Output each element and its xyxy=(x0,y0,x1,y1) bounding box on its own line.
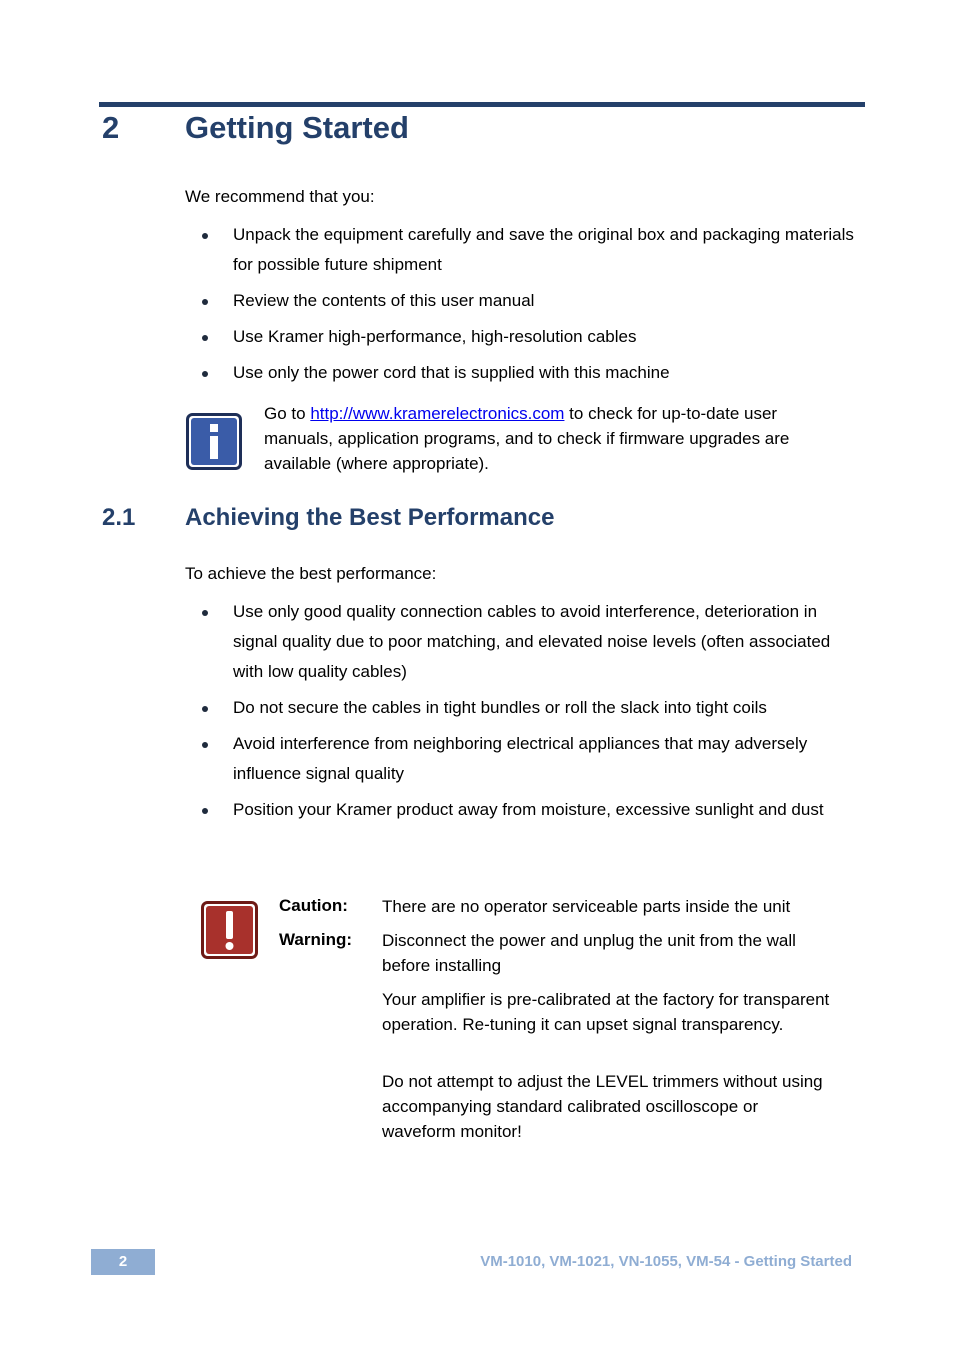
chapter-rule xyxy=(99,102,865,107)
intro-text: We recommend that you: xyxy=(185,187,375,206)
warning-text: Your amplifier is pre-calibrated at the factory for transparent operation. Re-tuning it can upset signal transparency. xyxy=(382,990,830,1034)
list-item: Unpack the equipment carefully and save the original box and packaging materials for possible future shipment xyxy=(185,220,865,280)
warning-label: Warning: xyxy=(279,930,353,949)
chapter-title: Getting Started xyxy=(185,110,409,145)
page-number: 2 xyxy=(91,1249,155,1275)
performance-list xyxy=(185,597,865,831)
list-item: Avoid interference from neighboring electrical appliances that may adversely influence signal quality xyxy=(185,729,865,789)
section-intro: To achieve the best performance: xyxy=(185,564,437,583)
bullet-icon xyxy=(202,299,208,305)
list-item: Use only the power cord that is supplied with this machine xyxy=(185,358,865,388)
bullet-icon xyxy=(202,742,208,748)
section-number: 2.1 xyxy=(102,504,136,531)
bullet-icon xyxy=(202,233,208,239)
bullet-icon xyxy=(202,808,208,814)
caution-text: There are no operator serviceable parts inside the unit xyxy=(382,897,791,916)
recommend-list xyxy=(185,220,865,394)
footer-title: VM-1010, VM-1021, VN-1055, VM-54 - Getting Started xyxy=(480,1253,852,1270)
warning-icon xyxy=(201,901,258,959)
warning-text: Do not attempt to adjust the LEVEL trimmers without using accompanying standard calibrated oscilloscope or waveform monitor! xyxy=(382,1072,823,1141)
bullet-icon xyxy=(202,610,208,616)
warning-text: Disconnect the power and unplug the unit from the wall before installing xyxy=(382,931,796,975)
list-item: Review the contents of this user manual xyxy=(185,286,865,316)
bullet-icon xyxy=(202,706,208,712)
info-icon xyxy=(186,413,242,470)
list-item: Do not secure the cables in tight bundles or roll the slack into tight coils xyxy=(185,693,865,723)
bullet-icon xyxy=(202,371,208,377)
bullet-icon xyxy=(202,335,208,341)
caution-label: Caution: xyxy=(279,896,348,915)
website-link[interactable]: http://www.kramerelectronics.com xyxy=(310,404,565,423)
chapter-number: 2 xyxy=(102,110,120,145)
list-item: Use only good quality connection cables to avoid interference, deterioration in signal quality due to poor matching, and elevated noise levels (often associated with low quality cables) xyxy=(185,597,865,687)
section-title: Achieving the Best Performance xyxy=(185,504,555,531)
info-note: Go to http://www.kramerelectronics.com to check for up-to-date user manuals, application programs, and to check if firmware upgrades are available (where appropriate). xyxy=(264,404,790,473)
list-item: Use Kramer high-performance, high-resolution cables xyxy=(185,322,865,352)
list-item: Position your Kramer product away from moisture, excessive sunlight and dust xyxy=(185,795,865,825)
